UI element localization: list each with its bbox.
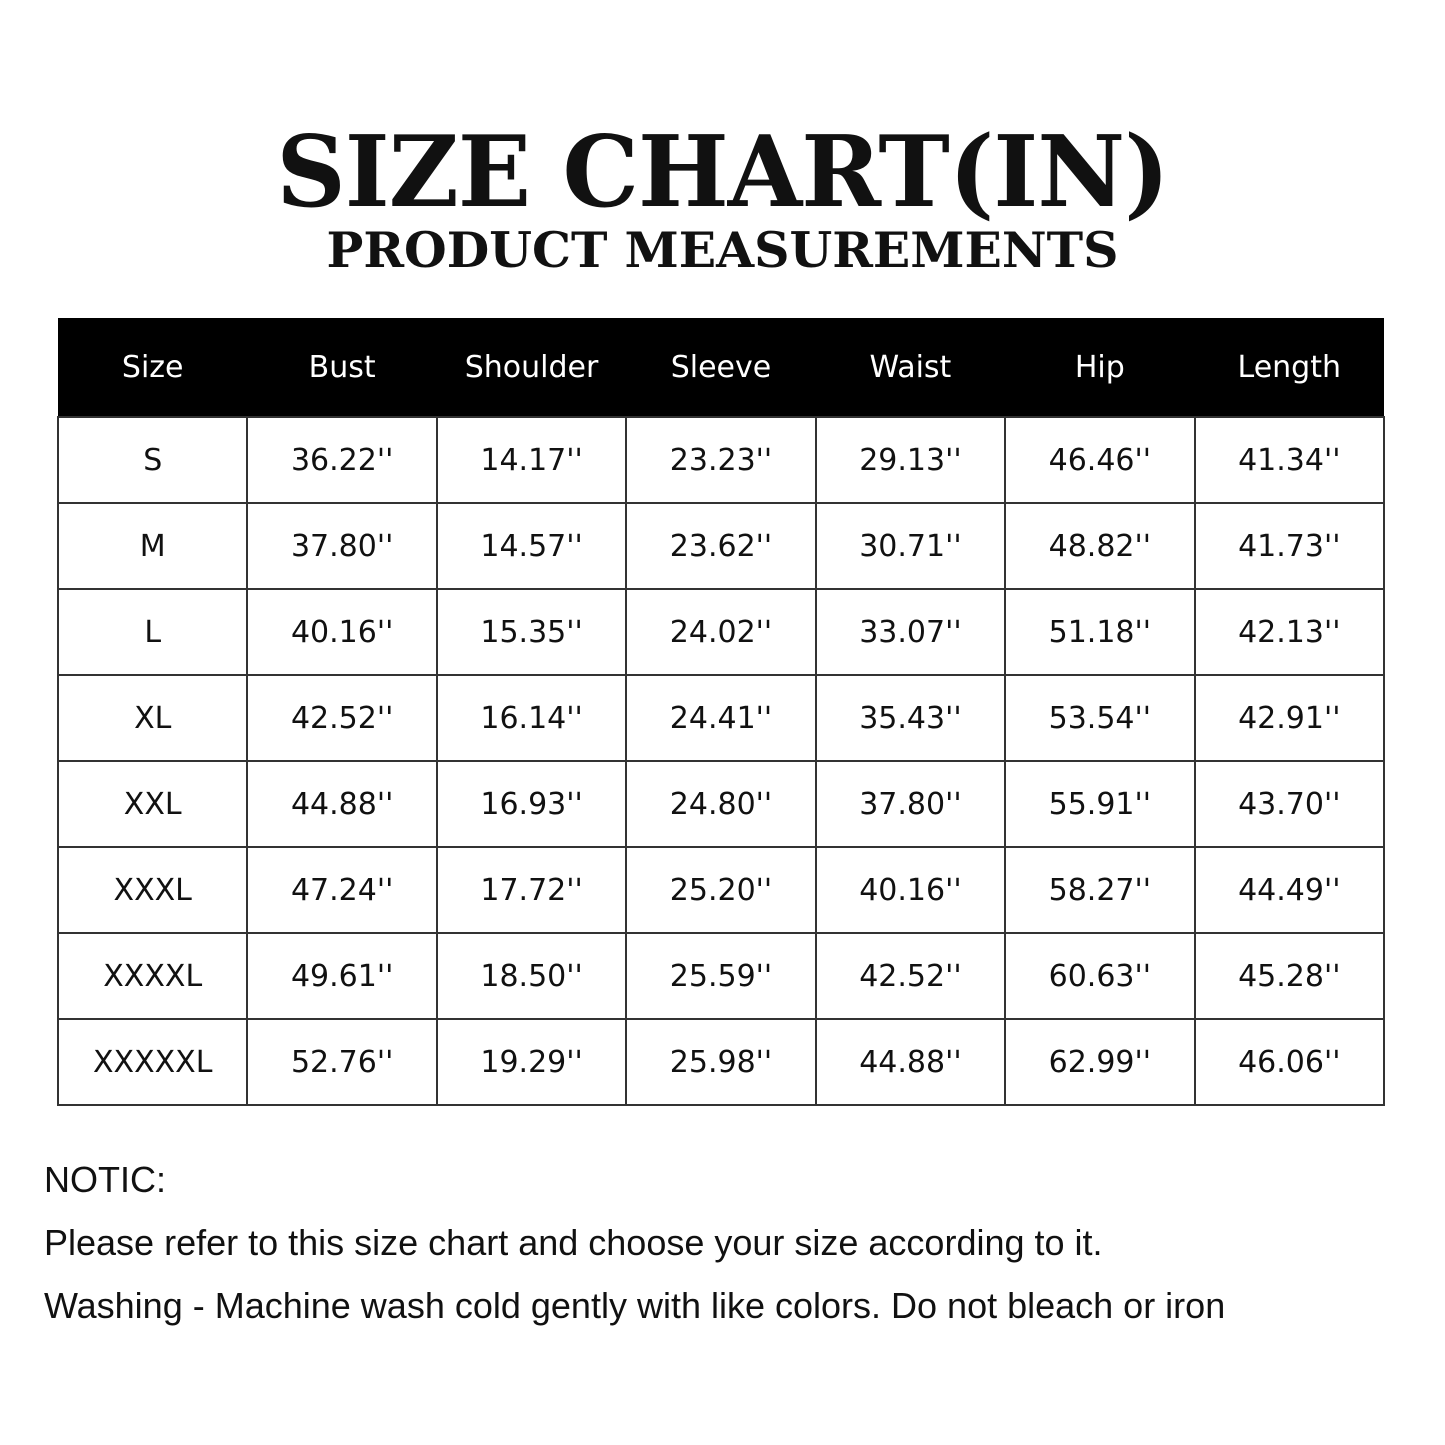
hip-cell: 55.91'' bbox=[1005, 761, 1194, 847]
table-header-row bbox=[58, 318, 1384, 417]
waist-cell: 42.52'' bbox=[816, 933, 1005, 1019]
bust-cell: 52.76'' bbox=[247, 1019, 436, 1105]
table-row bbox=[58, 417, 1384, 503]
sleeve-cell: 25.20'' bbox=[626, 847, 815, 933]
sleeve-cell: 24.80'' bbox=[626, 761, 815, 847]
notes-heading: NOTIC: bbox=[44, 1159, 166, 1200]
hip-cell: 48.82'' bbox=[1005, 503, 1194, 589]
bust-cell: 36.22'' bbox=[247, 417, 436, 503]
length-cell: 41.73'' bbox=[1195, 503, 1384, 589]
notes-size-advice: Please refer to this size chart and choose your size according to it. bbox=[44, 1222, 1103, 1263]
waist-cell: 44.88'' bbox=[816, 1019, 1005, 1105]
size-cell: XXXXXL bbox=[58, 1019, 247, 1105]
sleeve-cell: 24.02'' bbox=[626, 589, 815, 675]
waist-cell: 33.07'' bbox=[816, 589, 1005, 675]
size-cell: M bbox=[58, 503, 247, 589]
length-cell: 46.06'' bbox=[1195, 1019, 1384, 1105]
shoulder-cell: 17.72'' bbox=[437, 847, 626, 933]
notes-section bbox=[44, 1156, 1424, 1345]
bust-cell: 47.24'' bbox=[247, 847, 436, 933]
shoulder-cell: 14.57'' bbox=[437, 503, 626, 589]
bust-cell: 42.52'' bbox=[247, 675, 436, 761]
bust-cell: 49.61'' bbox=[247, 933, 436, 1019]
length-cell: 41.34'' bbox=[1195, 417, 1384, 503]
table-row bbox=[58, 503, 1384, 589]
shoulder-cell: 16.93'' bbox=[437, 761, 626, 847]
hip-cell: 46.46'' bbox=[1005, 417, 1194, 503]
shoulder-cell: 18.50'' bbox=[437, 933, 626, 1019]
waist-cell: 37.80'' bbox=[816, 761, 1005, 847]
bust-cell: 37.80'' bbox=[247, 503, 436, 589]
size-cell: XXXL bbox=[58, 847, 247, 933]
table-row bbox=[58, 589, 1384, 675]
table-row bbox=[58, 1019, 1384, 1105]
size-cell: S bbox=[58, 417, 247, 503]
size-cell: XXXXL bbox=[58, 933, 247, 1019]
shoulder-cell: 14.17'' bbox=[437, 417, 626, 503]
length-cell: 42.13'' bbox=[1195, 589, 1384, 675]
hip-cell: 60.63'' bbox=[1005, 933, 1194, 1019]
table-row bbox=[58, 761, 1384, 847]
page-title: SIZE CHART(IN) bbox=[276, 115, 1169, 230]
column-header-bust: Bust bbox=[247, 318, 436, 417]
table-row bbox=[58, 675, 1384, 761]
length-cell: 43.70'' bbox=[1195, 761, 1384, 847]
shoulder-cell: 19.29'' bbox=[437, 1019, 626, 1105]
sleeve-cell: 24.41'' bbox=[626, 675, 815, 761]
column-header-waist: Waist bbox=[816, 318, 1005, 417]
column-header-size: Size bbox=[58, 318, 247, 417]
table-row bbox=[58, 933, 1384, 1019]
hip-cell: 62.99'' bbox=[1005, 1019, 1194, 1105]
sleeve-cell: 23.23'' bbox=[626, 417, 815, 503]
bust-cell: 44.88'' bbox=[247, 761, 436, 847]
waist-cell: 40.16'' bbox=[816, 847, 1005, 933]
waist-cell: 30.71'' bbox=[816, 503, 1005, 589]
bust-cell: 40.16'' bbox=[247, 589, 436, 675]
table-row bbox=[58, 847, 1384, 933]
column-header-shoulder: Shoulder bbox=[437, 318, 626, 417]
column-header-hip: Hip bbox=[1005, 318, 1194, 417]
hip-cell: 53.54'' bbox=[1005, 675, 1194, 761]
size-cell: XL bbox=[58, 675, 247, 761]
length-cell: 44.49'' bbox=[1195, 847, 1384, 933]
shoulder-cell: 15.35'' bbox=[437, 589, 626, 675]
hip-cell: 58.27'' bbox=[1005, 847, 1194, 933]
length-cell: 42.91'' bbox=[1195, 675, 1384, 761]
sleeve-cell: 23.62'' bbox=[626, 503, 815, 589]
size-chart-table bbox=[57, 318, 1385, 1106]
size-cell: L bbox=[58, 589, 247, 675]
column-header-sleeve: Sleeve bbox=[626, 318, 815, 417]
hip-cell: 51.18'' bbox=[1005, 589, 1194, 675]
shoulder-cell: 16.14'' bbox=[437, 675, 626, 761]
sleeve-cell: 25.98'' bbox=[626, 1019, 815, 1105]
waist-cell: 35.43'' bbox=[816, 675, 1005, 761]
page-subtitle: PRODUCT MEASUREMENTS bbox=[326, 221, 1119, 279]
notes-washing-instructions: Washing - Machine wash cold gently with like colors. Do not bleach or iron bbox=[44, 1285, 1226, 1326]
column-header-length: Length bbox=[1195, 318, 1384, 417]
sleeve-cell: 25.59'' bbox=[626, 933, 815, 1019]
length-cell: 45.28'' bbox=[1195, 933, 1384, 1019]
size-cell: XXL bbox=[58, 761, 247, 847]
waist-cell: 29.13'' bbox=[816, 417, 1005, 503]
